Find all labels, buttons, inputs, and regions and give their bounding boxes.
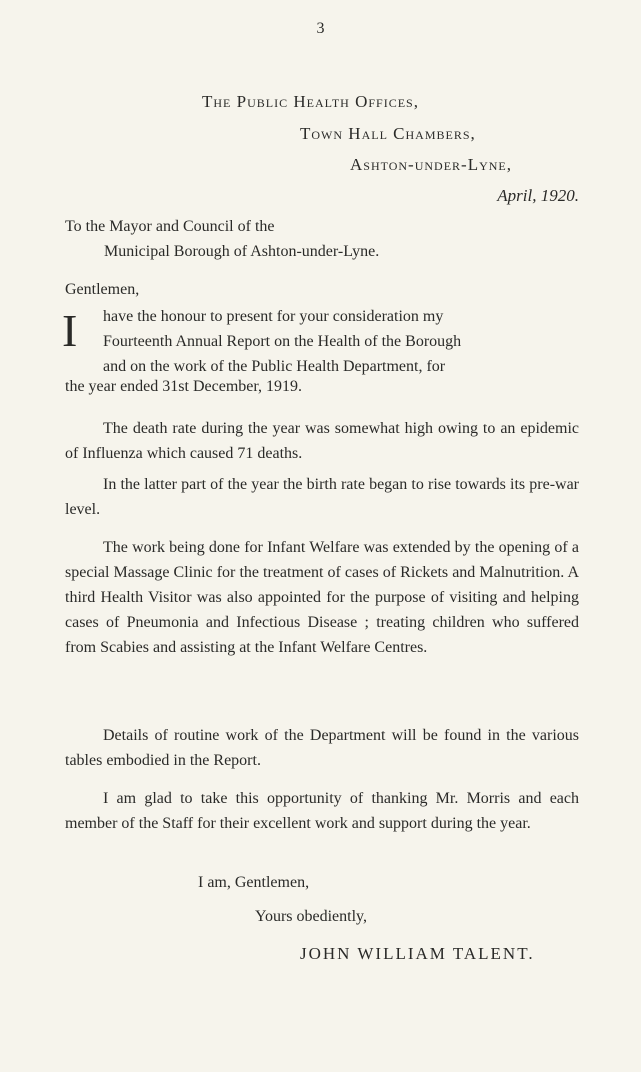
address-line-1: The Public Health Offices, (202, 92, 419, 111)
drop-cap: I (62, 305, 78, 356)
paragraph-5: Details of routine work of the Department will be found in the various tables embodied in the Report. (65, 727, 579, 769)
address-line-3: Ashton-under-Lyne, (350, 155, 513, 174)
paragraph-3: In the latter part of the year the birth rate began to rise towards its pre-war level. (65, 476, 579, 518)
paragraph-1-line-2: Fourteenth Annual Report on the Health of the Borough (103, 333, 462, 350)
paragraph-4: The work being done for Infant Welfare was extended by the opening of a special Massage Clinic for the treatment of cases of Rickets and Malnutrition. A third Health Visitor was also appointed for the purpose of visiting and helping cases of Pneumonia and Infectious Disease ; treating children who suffered from Scabies and assisting at the Infant Welfare Centres. (65, 539, 579, 656)
paragraph-1-line-1: have the honour to present for your consideration my (103, 308, 444, 325)
letter-date: April, 1920. (497, 186, 579, 205)
page-number: 3 (316, 20, 325, 37)
paragraph-2: The death rate during the year was somewhat high owing to an epidemic of Influenza which caused 71 deaths. (65, 420, 579, 462)
closing-line-1: I am, Gentlemen, (198, 874, 310, 891)
signature: JOHN WILLIAM TALENT. (300, 944, 535, 963)
closing-line-2: Yours obediently, (255, 908, 368, 925)
greeting: Gentlemen, (65, 281, 140, 298)
recipient-line-1: To the Mayor and Council of the (65, 218, 275, 235)
paragraph-1-line-3: and on the work of the Public Health Department, for (103, 358, 446, 375)
paragraph-6: I am glad to take this opportunity of thanking Mr. Morris and each member of the Staff for their excellent work and support during the year. (65, 790, 579, 832)
paragraph-1-line-4: the year ended 31st December, 1919. (65, 378, 303, 395)
recipient-line-2: Municipal Borough of Ashton-under-Lyne. (104, 243, 380, 260)
address-line-2: Town Hall Chambers, (300, 124, 476, 143)
